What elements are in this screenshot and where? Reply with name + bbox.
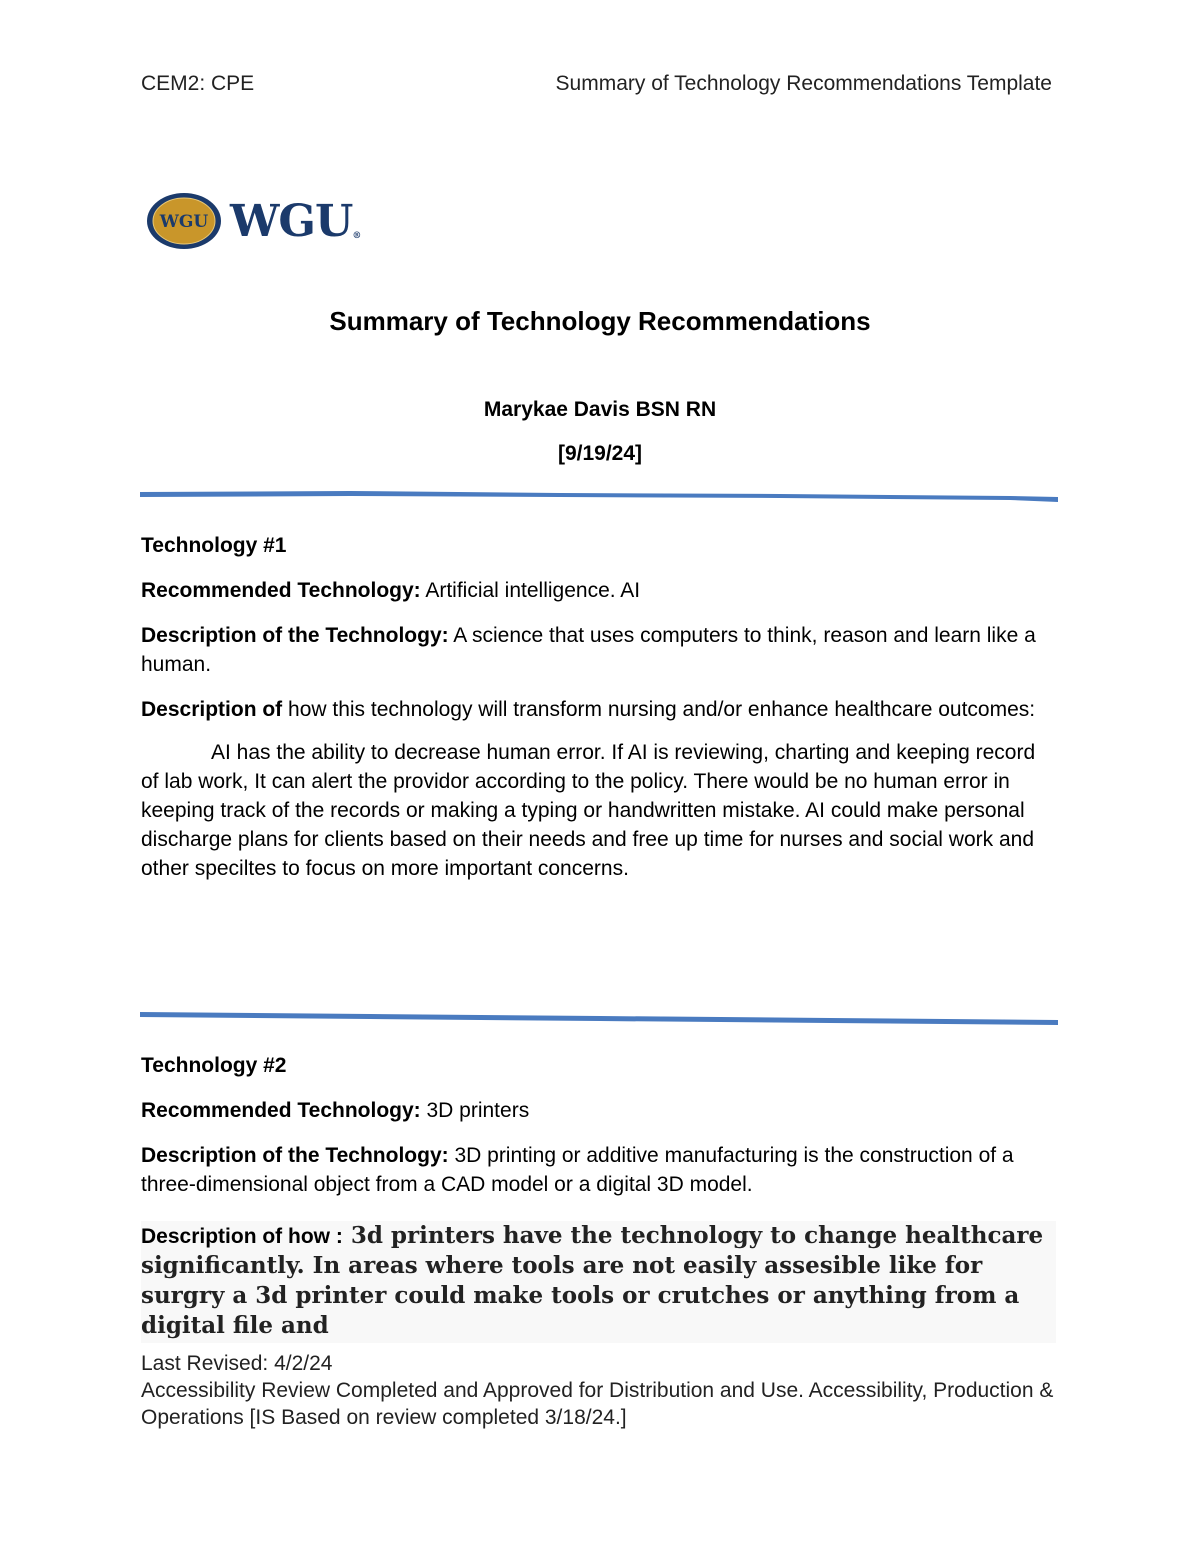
wgu-wordmark: WGU ® — [230, 195, 361, 247]
seal-lettering: WGU — [159, 212, 209, 232]
technology-1-recommended: Recommended Technology: Artificial intelligence. AI — [141, 579, 641, 602]
author-name: Marykae Davis BSN RN — [483, 398, 717, 421]
accessibility-note: Accessibility Review Completed and Approved for Distribution and Use. Accessibility, Production & Operations [IS Based on review completed 3/18/24.] — [141, 1379, 1054, 1429]
technology-1-body: AI has the ability to decrease human error. If AI is reviewing, charting and keeping record of lab work, It can alert the providor according to the policy. There would be no human error in keeping track of the records or making a typing or handwritten mistake. AI could make personal discharge plans for clients based on their needs and free up time for nurses and social work and other speciltes to focus on more important concerns. — [141, 741, 1036, 880]
technology-2-description: Description of the Technology: 3D printing or additive manufacturing is the construction of a three-dimensional object from a CAD model or a digital 3D model. — [141, 1144, 1014, 1196]
technology-2-how: Description of how : 3d printers have the technology to change healthcare significantly. In areas where tools are not easily assesible like for surgry a 3d printer could make tools or crutches or anything from a digital file and — [141, 1221, 1056, 1343]
wgu-logo — [146, 192, 361, 250]
header-template-title: Summary of Technology Recommendations Template — [555, 72, 1052, 95]
document-date: [9/19/24] — [557, 442, 643, 465]
technology-2-heading: Technology #2 — [141, 1054, 287, 1077]
last-revised: Last Revised: 4/2/24 — [141, 1352, 333, 1375]
technology-1-transform: Description of how this technology will transform nursing and/or enhance healthcare outcomes: — [141, 698, 1036, 721]
section-divider-2 — [140, 1008, 1060, 1026]
technology-1-description: Description of the Technology: A science that uses computers to think, reason and learn like a human. — [141, 624, 1036, 676]
page-header — [141, 72, 1052, 96]
registered-mark: ® — [352, 230, 361, 241]
document-title: Summary of Technology Recommendations — [329, 306, 871, 336]
wgu-seal-icon — [146, 192, 222, 250]
header-course-code: CEM2: CPE — [141, 72, 255, 95]
technology-2-recommended: Recommended Technology: 3D printers — [141, 1099, 530, 1122]
technology-1-section — [141, 531, 1056, 899]
section-divider-1 — [140, 488, 1060, 504]
page-footer — [141, 1350, 1056, 1431]
technology-1-heading: Technology #1 — [141, 534, 287, 557]
technology-2-section — [141, 1051, 1056, 1343]
